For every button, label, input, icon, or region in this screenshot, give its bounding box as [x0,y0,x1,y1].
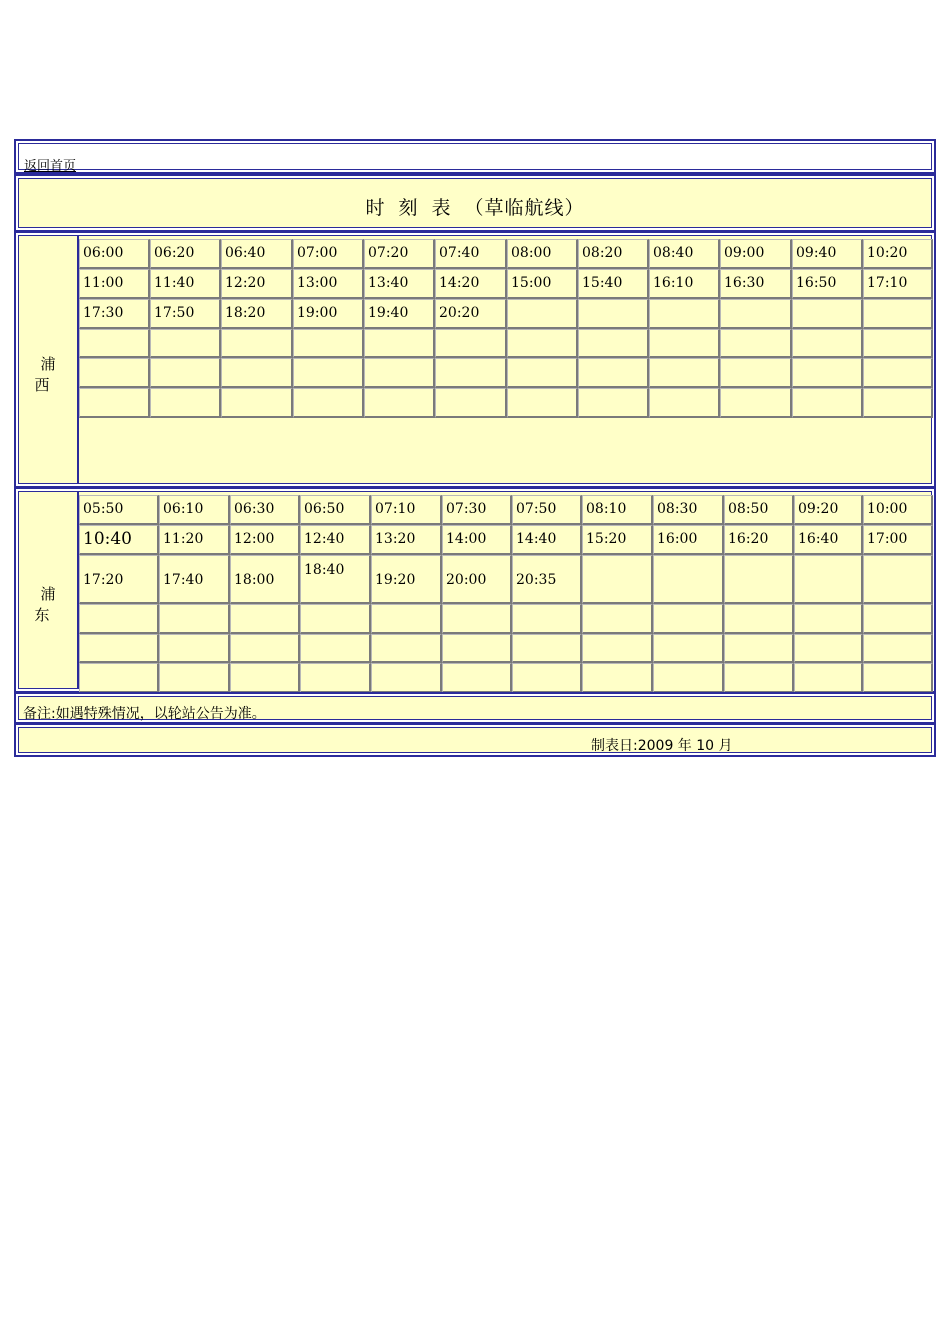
puxi-timetable [77,236,931,483]
time-cell: 20:00 [442,555,512,604]
time-cell: 17:10 [863,269,933,299]
time-cell [863,329,933,358]
time-cell: 12:40 [300,525,371,555]
time-cell [863,634,933,663]
time-cell [653,604,724,634]
time-cell: 13:00 [293,269,364,299]
time-cell [578,329,649,358]
time-cell [293,329,364,358]
pudong-label: 浦 东 [34,585,68,624]
pudong-timetable [77,492,931,688]
time-cell [364,388,435,418]
pudong-section [14,487,936,693]
date-bar [14,723,936,757]
time-cell: 18:00 [230,555,300,604]
time-cell [79,388,150,418]
time-cell [230,604,300,634]
time-cell: 08:50 [724,495,794,525]
time-cell: 11:40 [150,269,221,299]
time-cell: 15:00 [507,269,578,299]
time-cell: 19:20 [371,555,442,604]
time-cell [724,663,794,693]
time-cell [792,358,863,388]
time-cell: 20:20 [435,299,507,329]
time-cell [720,358,792,388]
time-cell: 07:50 [512,495,582,525]
time-cell: 15:20 [582,525,653,555]
time-cell: 16:40 [794,525,863,555]
time-cell: 14:40 [512,525,582,555]
time-cell [79,604,159,634]
time-cell [720,299,792,329]
time-cell: 10:00 [863,495,933,525]
time-cell: 06:50 [300,495,371,525]
time-cell [300,604,371,634]
time-cell: 06:40 [221,239,293,269]
time-cell [293,388,364,418]
time-cell [863,555,933,604]
time-cell: 19:00 [293,299,364,329]
time-cell [720,329,792,358]
time-cell: 08:00 [507,239,578,269]
note-bar [14,692,936,724]
time-cell: 17:40 [159,555,230,604]
time-cell [300,634,371,663]
time-cell: 13:40 [364,269,435,299]
time-cell: 13:20 [371,525,442,555]
time-cell: 11:20 [159,525,230,555]
time-cell [435,358,507,388]
time-cell [364,358,435,388]
page-title: 时 刻 表 （草临航线） [365,197,585,219]
time-cell [371,634,442,663]
time-cell [159,604,230,634]
time-cell [371,663,442,693]
time-cell: 20:35 [512,555,582,604]
time-cell [221,329,293,358]
time-cell: 12:00 [230,525,300,555]
time-cell: 10:40 [79,525,159,555]
time-cell [582,555,653,604]
time-cell: 08:10 [582,495,653,525]
time-cell [221,388,293,418]
time-cell [435,329,507,358]
time-cell [221,358,293,388]
time-cell: 08:20 [578,239,649,269]
time-cell [230,634,300,663]
home-link[interactable]: 返回首页 [24,159,77,174]
note-text: 备注:如遇特殊情况，以轮站公告为准。 [23,706,266,722]
time-cell: 17:20 [79,555,159,604]
time-cell: 19:40 [364,299,435,329]
nav-bar [14,139,936,174]
time-cell [512,634,582,663]
time-cell: 10:20 [863,239,933,269]
time-cell: 07:10 [371,495,442,525]
time-cell: 16:50 [792,269,863,299]
time-cell: 07:30 [442,495,512,525]
time-cell [79,329,150,358]
time-cell [578,388,649,418]
time-cell [442,663,512,693]
time-cell: 07:40 [435,239,507,269]
time-cell: 09:20 [794,495,863,525]
time-cell [507,299,578,329]
time-cell: 17:50 [150,299,221,329]
time-cell [442,604,512,634]
time-cell [653,663,724,693]
time-cell: 09:00 [720,239,792,269]
time-cell [863,663,933,693]
time-cell [582,634,653,663]
time-cell: 14:20 [435,269,507,299]
time-cell [792,388,863,418]
time-cell: 16:20 [724,525,794,555]
time-cell [582,663,653,693]
time-cell: 11:00 [79,269,150,299]
time-cell [512,663,582,693]
time-cell: 08:30 [653,495,724,525]
time-cell: 06:30 [230,495,300,525]
time-cell [79,663,159,693]
time-cell [150,329,221,358]
time-cell: 06:00 [79,239,150,269]
time-cell: 18:20 [221,299,293,329]
time-cell [794,555,863,604]
time-cell [150,358,221,388]
time-cell [649,358,720,388]
time-cell: 14:00 [442,525,512,555]
time-cell [364,329,435,358]
time-cell [863,604,933,634]
time-cell [794,634,863,663]
time-cell [442,634,512,663]
time-cell: 17:00 [863,525,933,555]
time-cell [230,663,300,693]
time-cell: 09:40 [792,239,863,269]
time-cell: 16:30 [720,269,792,299]
time-cell: 07:20 [364,239,435,269]
time-cell [792,299,863,329]
time-cell [371,604,442,634]
time-cell [578,358,649,388]
time-cell [653,634,724,663]
time-cell [293,358,364,388]
time-cell [512,604,582,634]
time-cell [794,604,863,634]
time-cell: 08:40 [649,239,720,269]
time-cell [159,634,230,663]
puxi-label: 浦 西 [34,355,68,394]
time-cell: 17:30 [79,299,150,329]
puxi-section [14,231,936,488]
time-cell [578,299,649,329]
time-cell: 07:00 [293,239,364,269]
time-cell [863,299,933,329]
time-cell [863,358,933,388]
time-cell [150,388,221,418]
time-cell: 16:00 [653,525,724,555]
time-cell [507,358,578,388]
time-cell: 18:40 [300,555,371,604]
time-cell: 16:10 [649,269,720,299]
title-bar [14,174,936,232]
time-cell [724,555,794,604]
time-cell [653,555,724,604]
time-cell: 06:20 [150,239,221,269]
time-cell [724,634,794,663]
time-cell [159,663,230,693]
time-cell [720,388,792,418]
time-cell [794,663,863,693]
time-cell [507,329,578,358]
time-cell [300,663,371,693]
time-cell [649,388,720,418]
time-cell [507,388,578,418]
time-cell: 06:10 [159,495,230,525]
time-cell: 12:20 [221,269,293,299]
time-cell: 05:50 [79,495,159,525]
time-cell [582,604,653,634]
time-cell: 15:40 [578,269,649,299]
time-cell [863,388,933,418]
time-cell [724,604,794,634]
time-cell [649,329,720,358]
time-cell [79,634,159,663]
time-cell [435,388,507,418]
time-cell [649,299,720,329]
time-cell [79,358,150,388]
date-text: 制表日:2009 年 10 月 [591,738,733,754]
time-cell [792,329,863,358]
